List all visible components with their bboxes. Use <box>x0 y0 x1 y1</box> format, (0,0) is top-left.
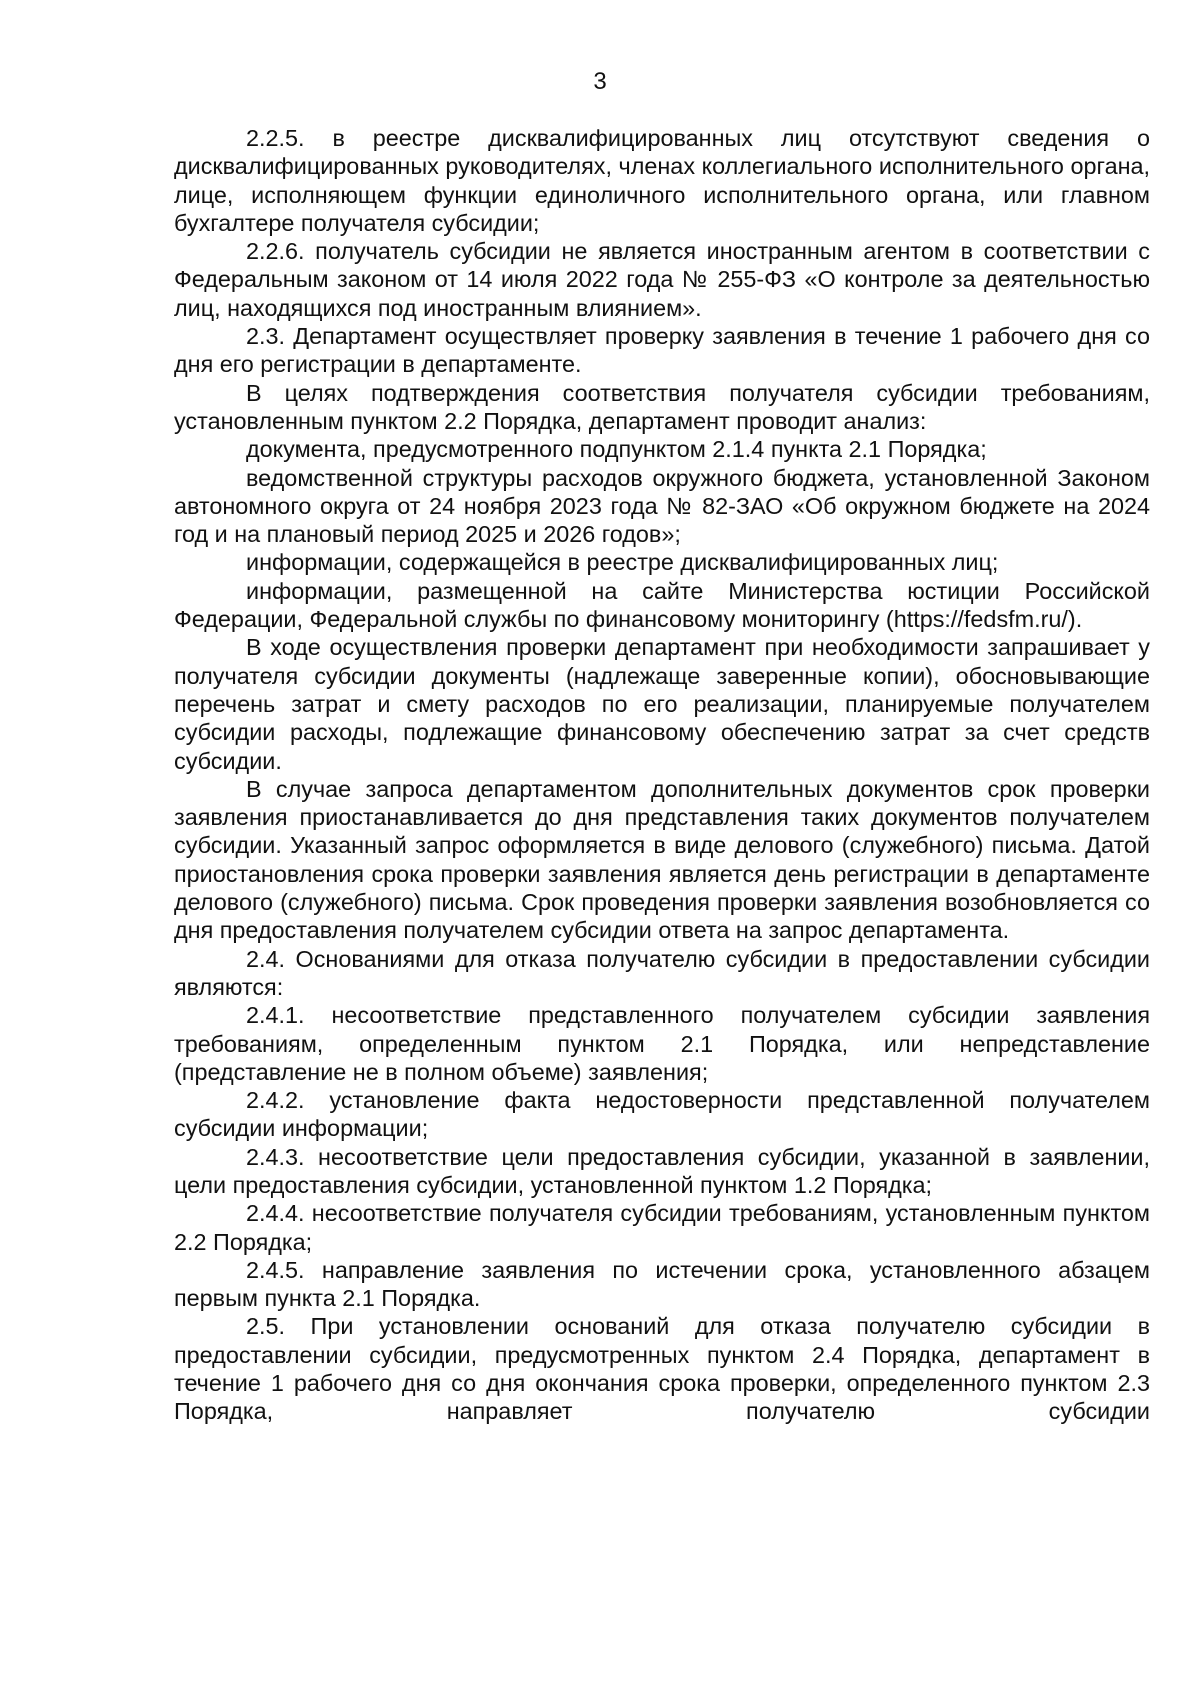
paragraph-2-5: 2.5. При установлении оснований для отказа получателю субсидии в предоставлении субсидии, предусмотренных пунктом 2.4 Порядка, департамент в течение 1 рабочего дня со дня окончания срока проверки, определенного пунктом 2.3 Порядка, направляет получателю субсидии <box>174 1313 1150 1425</box>
paragraph-analysis-item-website: информации, размещенной на сайте Министерства юстиции Российской Федерации, Федеральной службы по финансовому мониторингу (https://fedsfm.ru/). <box>174 577 1150 633</box>
page-number: 3 <box>593 68 607 95</box>
paragraph-analysis-item-registry: информации, содержащейся в реестре дисквалифицированных лиц; <box>246 549 999 576</box>
paragraph-2-4-2: 2.4.2. установление факта недостоверности представленной получателем субсидии информации; <box>174 1087 1150 1142</box>
paragraph-2-2-6: 2.2.6. получатель субсидии не является иностранным агентом в соответствии с Федеральным законом от 14 июля 2022 года № 255-ФЗ «О контроле за деятельностью лиц, находящихся под иностранным влиянием». <box>174 238 1150 321</box>
paragraph-2-4-3: 2.4.3. несоответствие цели предоставления субсидии, указанной в заявлении, цели предоставления субсидии, установленной пунктом 1.2 Порядка; <box>174 1143 1150 1198</box>
paragraph-analysis-item-document: документа, предусмотренного подпунктом 2.1.4 пункта 2.1 Порядка; <box>246 436 987 463</box>
document-body <box>174 124 1150 1426</box>
paragraph-request-suspension: В случае запроса департаментом дополнительных документов срок проверки заявления приостанавливается до дня представления таких документов получателем субсидии. Указанный запрос оформляется в виде делового (служебного) письма. Датой приостановления срока проверки заявления является день регистрации в департаменте делового (служебного) письма. Срок проведения проверки заявления возобновляется со дня предоставления получателем субсидии ответа на запрос департамента. <box>174 775 1150 944</box>
paragraph-2-3: 2.3. Департамент осуществляет проверку заявления в течение 1 рабочего дня со дня его регистрации в департаменте. <box>174 323 1150 378</box>
paragraph-2-4: 2.4. Основаниями для отказа получателю субсидии в предоставлении субсидии являются: <box>174 945 1150 1000</box>
paragraph-analysis-intro: В целях подтверждения соответствия получателя субсидии требованиям, установленным пунктом 2.2 Порядка, департамент проводит анализ: <box>174 379 1150 434</box>
paragraph-2-4-1: 2.4.1. несоответствие представленного получателем субсидии заявления требованиям, определенным пунктом 2.1 Порядка, или непредставление (представление не в полном объеме) заявления; <box>174 1002 1150 1085</box>
paragraph-document-request: В ходе осуществления проверки департамент при необходимости запрашивает у получателя субсидии документы (надлежаще заверенные копии), обосновывающие перечень затрат и смету расходов по его реализации, планируемые получателем субсидии расходы, подлежащие финансовому обеспечению затрат за счет средств субсидии. <box>174 634 1150 774</box>
paragraph-analysis-item-budget: ведомственной структуры расходов окружного бюджета, установленной Законом автономного округа от 24 ноября 2023 года № 82-ЗАО «Об окружном бюджете на 2024 год и на плановый период 2025 и 2026 годов»; <box>174 464 1150 548</box>
paragraph-2-2-5: 2.2.5. в реестре дисквалифицированных лиц отсутствуют сведения о дисквалифицированных руководителях, членах коллегиального исполнительного органа, лице, исполняющем функции единоличного исполнительного органа, или главном бухгалтере получателя субсидии; <box>174 125 1150 236</box>
paragraph-2-4-5: 2.4.5. направление заявления по истечении срока, установленного абзацем первым пункта 2.1 Порядка. <box>174 1256 1150 1312</box>
paragraph-2-4-4: 2.4.4. несоответствие получателя субсидии требованиям, установленным пунктом 2.2 Порядка; <box>174 1200 1150 1255</box>
